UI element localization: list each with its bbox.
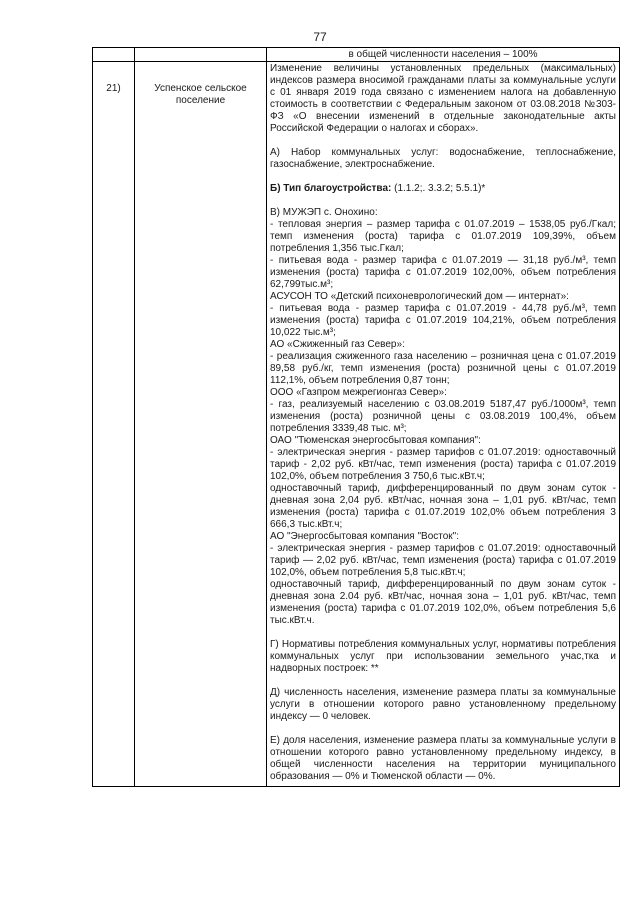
section-c-line: одноставочный тариф, дифференцированный по двум зонам суток - дневная зона 2,04 руб. кВт/час, ночная зона – 1,01 руб. кВт/час, темп изменения (роста) тарифа с 01.07.2019 102,0% объем потребления 3 666,3 тыс.кВт.ч; (270, 483, 616, 530)
section-g: Г) Нормативы потребления коммунальных услуг, нормативы потребления коммунальных услуг при использовании земельного учас,тка и надворных построек: ** (270, 639, 616, 674)
section-d: Д) численность населения, изменение размера платы за коммунальные услуги в отношении которого равно установленному предельному индексу — 0 человек. (270, 687, 616, 722)
cell-name-empty (135, 48, 267, 62)
section-a: А) Набор коммунальных услуг: водоснабжение, теплоснабжение, газоснабжение, электроснабжение. (270, 147, 616, 170)
section-c-line: - газ, реализуемый населению с 03.08.2019 5187,47 руб./1000м³, темп изменения (роста) розничной цены с 03.08.2019 100,4%, объем потребления 3339,48 тыс. м³; (270, 399, 616, 434)
municipality-table (92, 47, 620, 787)
row-number: 21) (93, 62, 135, 787)
section-c-line: АО «Сжиженный газ Север»: (270, 339, 405, 350)
section-c-line: ОАО "Тюменская энергосбытовая компания": (270, 435, 481, 446)
section-c-line: - питьевая вода - размер тарифа с 01.07.2019 - 44,78 руб./м³, темп изменения (роста) тарифа с 01.07.2019 104,21%, объем потребления 10,022 тыс.м³; (270, 303, 616, 338)
page-number: 77 (313, 30, 327, 44)
municipality-name: Успенское сельское поселение (135, 62, 267, 787)
row-description (267, 62, 620, 787)
section-c-line: - тепловая энергия – размер тарифа с 01.07.2019 – 1538,05 руб./Гкал; темп изменения (роста) тарифа с 01.07.2019 109,39%, объем потребления 1,356 тыс.Гкал; (270, 219, 616, 254)
section-c-line: АО "Энергосбытовая компания "Восток": (270, 531, 459, 542)
section-c-line: - электрическая энергия - размер тарифов с 01.07.2019: одноставочный тариф - 2,02 руб. кВт/час, темп изменения (роста) тарифа с 01.07.2019 102,0%, объем потребления 3 750,6 тыс.кВт.ч; (270, 447, 616, 482)
section-c-line: В) МУЖЭП с. Онохино: (270, 207, 378, 218)
cell-continuation-text (267, 48, 620, 62)
section-c-line: ООО «Газпром межрегионгаз Север»: (270, 387, 447, 398)
section-b (270, 183, 616, 195)
table-row-continuation (93, 48, 620, 62)
section-e: Е) доля населения, изменение размера платы за коммунальные услуги в отношении которого равно установленному предельному индексу, в общей численности населения на территории муниципального образования — 0% и Тюменской области — 0%. (270, 735, 616, 782)
continuation-text: в общей численности населения – 100% (348, 49, 538, 60)
section-b-label: Б) Тип благоустройства: (270, 183, 392, 194)
cell-number-empty (93, 48, 135, 62)
section-c-line: одноставочный тариф, дифференцированный по двум зонам суток - дневная зона 2.04 руб. кВт/час, ночная зона – 1,01 руб. кВт/час, темп изменения (роста) тарифа с 01.07.2019 102,0%, объем потребления 5,6 тыс.кВт.ч. (270, 579, 616, 626)
section-c-line: - реализация сжиженного газа населению – розничная цена с 01.07.2019 89,58 руб./кг, темп изменения (роста) розничной цены с 01.07.2019 112,1%, объем потребления 0,87 тонн; (270, 351, 616, 386)
intro-paragraph: Изменение величины установленных предельных (максимальных) индексов размера вносимой гражданами платы за коммунальные услуги с 01 января 2019 года связано с изменением налога на добавленную стоимость в соответствии с Федеральным законом от 03.08.2018 №303-ФЗ «О внесении изменений в отдельные законодательные акты Российской Федерации о налогах и сборах». (270, 63, 616, 134)
section-c-line: - питьевая вода - размер тарифа с 01.07.2019 — 31,18 руб./м³, темп изменения (роста) тарифа с 01.07.2019 102,00%, объем потребления 62,799тыс.м³; (270, 255, 616, 290)
section-c-line: АСУСОН ТО «Детский психоневрологический дом — интернат»: (270, 291, 569, 302)
section-b-value: (1.1.2;. 3.3.2; 5.5.1)* (391, 183, 486, 194)
table-row-uspenskoe (93, 62, 620, 787)
section-c-line: - электрическая энергия - размер тарифов с 01.07.2019: одноставочный тариф — 2,02 руб. кВт/час, темп изменения (роста) тарифа с 01.07.2019 102,0%, объем потребления 5,8 тыс.кВт.ч; (270, 543, 616, 578)
